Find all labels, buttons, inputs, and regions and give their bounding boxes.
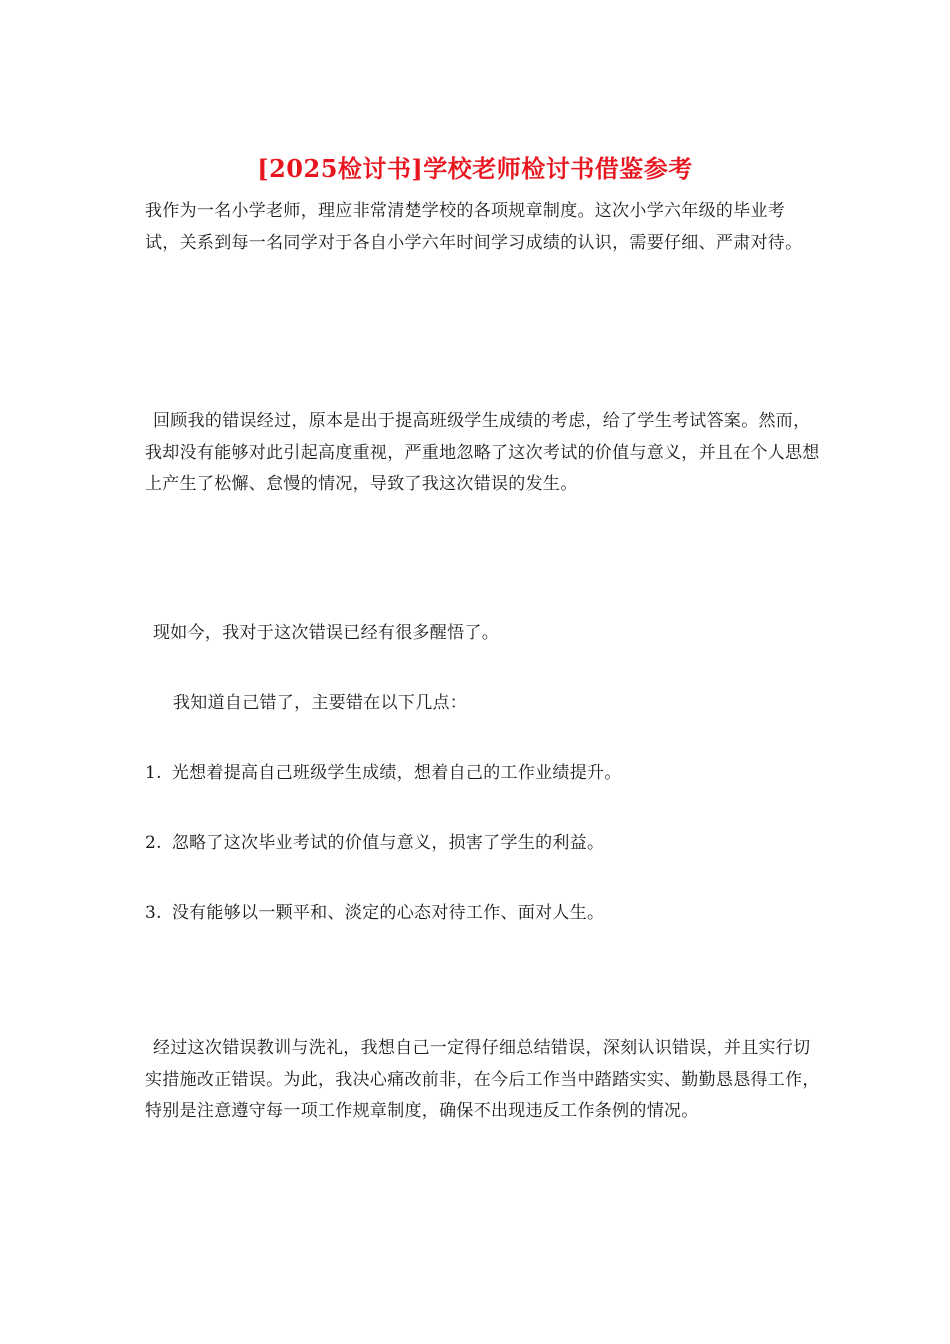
paragraph-resolution: 经过这次错误教训与洗礼，我想自己一定得仔细总结错误，深刻认识错误，并且实行切实措施改正错误。为此，我决心痛改前非，在今后工作当中踏踏实实、勤勤恳恳得工作，特别是注意遵守每一项工作规章制度，确保不出现违反工作条例的情况。 <box>145 1038 820 1121</box>
paragraph-list-intro: 我知道自己错了，主要错在以下几点： <box>173 693 468 713</box>
paragraph-realization: 现如今，我对于这次错误已经有很多醒悟了。 <box>153 623 499 643</box>
list-number-2: 2. <box>145 833 162 853</box>
list-text-2: 忽略了这次毕业考试的价值与意义，损害了学生的利益。 <box>171 833 605 853</box>
list-number-3: 3. <box>145 903 162 923</box>
paragraph-review: 回顾我的错误经过，原本是出于提高班级学生成绩的考虑，给了学生考试答案。然而，我却没有能够对此引起高度重视，严重地忽略了这次考试的价值与意义，并且在个人思想上产生了松懈、怠慢的情况，导致了我这次错误的发生。 <box>145 411 820 494</box>
list-text-1: 光想着提高自己班级学生成绩，想着自己的工作业绩提升。 <box>171 763 622 783</box>
list-item-1 <box>145 758 825 790</box>
list-item-2 <box>145 828 825 860</box>
document-title: [2025检讨书]学校老师检讨书借鉴参考 <box>257 154 693 183</box>
list-item-3 <box>145 898 825 930</box>
list-text-3: 没有能够以一颗平和、淡定的心态对待工作、面对人生。 <box>171 903 605 923</box>
paragraph-intro: 我作为一名小学老师，理应非常清楚学校的各项规章制度。这次小学六年级的毕业考试，关系到每一名同学对于各自小学六年时间学习成绩的认识，需要仔细、严肃对待。 <box>145 201 803 253</box>
list-number-1: 1. <box>145 763 162 783</box>
